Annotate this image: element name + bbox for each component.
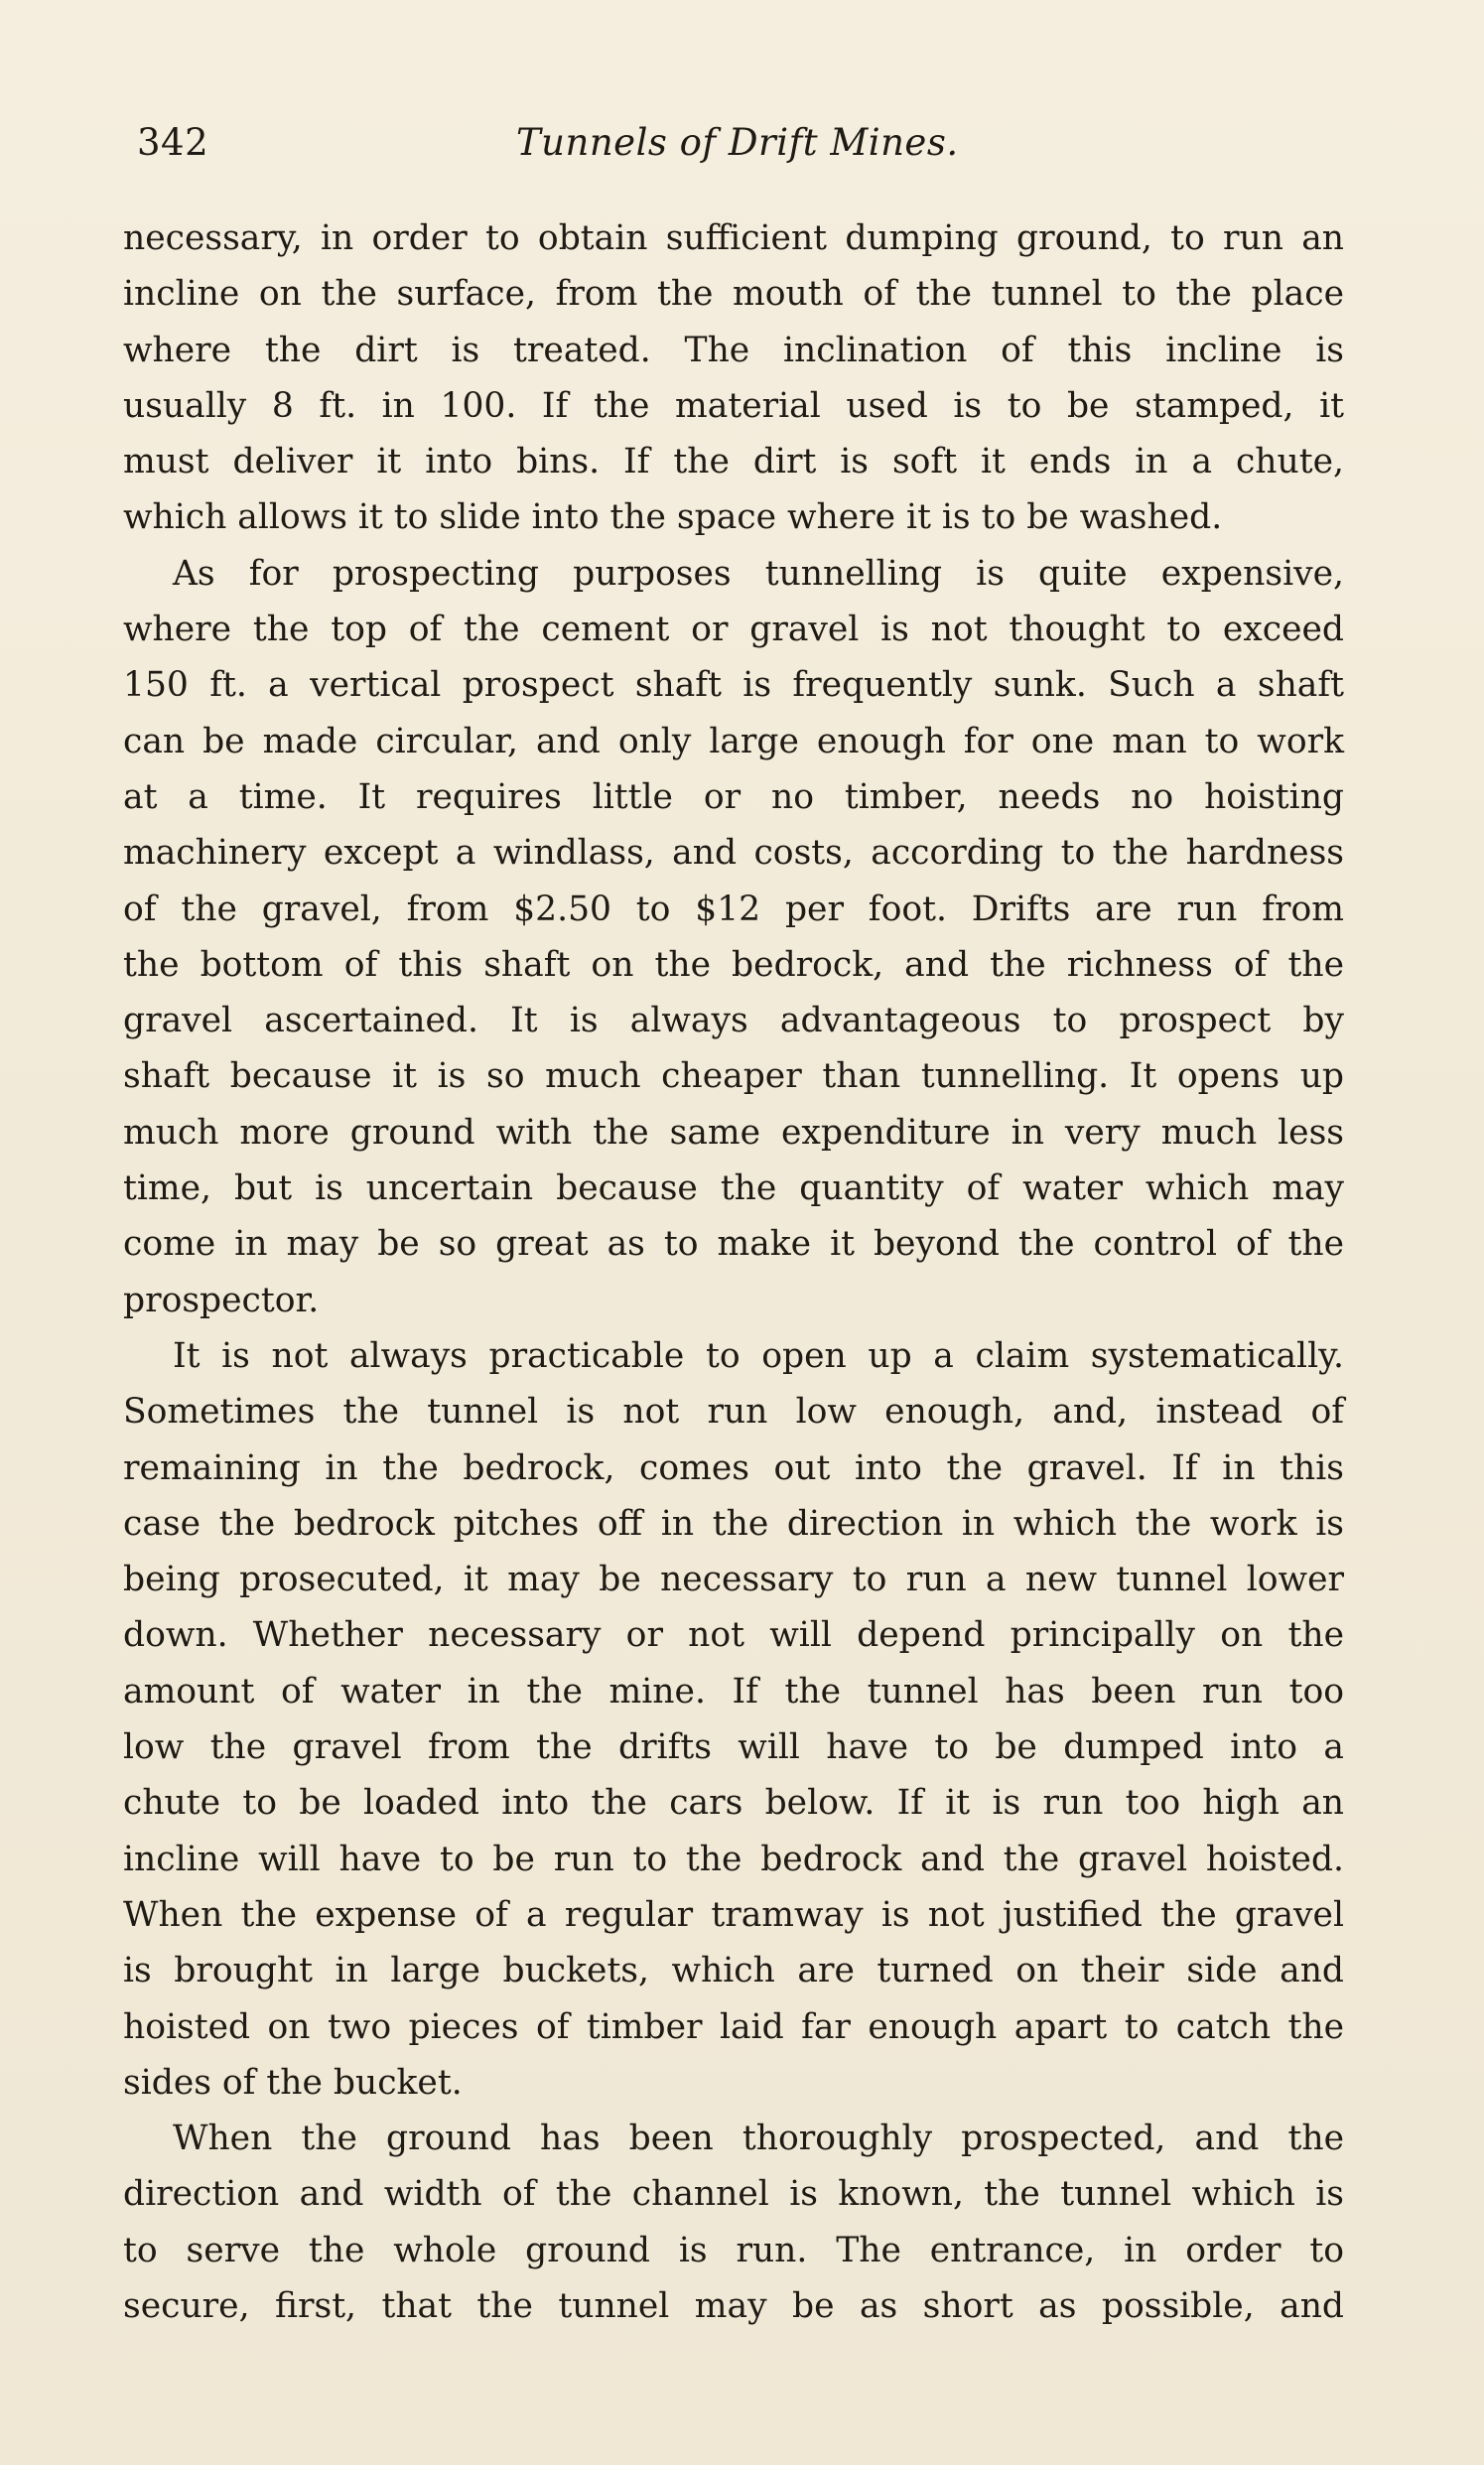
- text-line: gravel ascertained. It is always advantageous to prospect by: [123, 1001, 1344, 1041]
- text-line: Sometimes the tunnel is not run low enough, and, instead of: [123, 1392, 1344, 1433]
- text-line: machinery except a windlass, and costs, according to the hardness: [123, 833, 1344, 874]
- text-line: the bottom of this shaft on the bedrock, and the richness of the: [123, 944, 1344, 985]
- text-line: to serve the whole ground is run. The entrance, in order to: [123, 2230, 1344, 2270]
- text-line: direction and width of the channel is known, the tunnel which is: [123, 2174, 1344, 2215]
- text-line: It is not always practicable to open up a claim systematically.: [173, 1335, 1344, 1376]
- text-line: shaft because it is so much cheaper than tunnelling. It opens up: [123, 1056, 1344, 1097]
- text-line: low the gravel from the drifts will have to be dumped into a: [123, 1727, 1344, 1768]
- paragraph: [123, 210, 1344, 546]
- running-title: Tunnels of Drift Mines.: [516, 121, 959, 164]
- paragraph: [123, 1328, 1344, 2111]
- text-line: is brought in large buckets, which are turned on their side and: [123, 1951, 1344, 1991]
- text-line: being prosecuted, it may be necessary to run a new tunnel lower: [123, 1560, 1344, 1600]
- text-line: where the dirt is treated. The inclination of this incline is: [123, 330, 1344, 370]
- text-line: prospector.: [123, 1280, 320, 1320]
- body-text: [123, 210, 1344, 2334]
- text-line: amount of water in the mine. If the tunnel has been run too: [123, 1671, 1344, 1712]
- paragraph: [123, 2111, 1344, 2334]
- text-line: usually 8 ft. in 100. If the material used is to be stamped, it: [123, 385, 1344, 426]
- text-line: hoisted on two pieces of timber laid far enough apart to catch the: [123, 2006, 1344, 2047]
- text-line: remaining in the bedrock, comes out into the gravel. If in this: [123, 1447, 1344, 1488]
- running-head: [137, 121, 1340, 171]
- text-line: down. Whether necessary or not will depend principally on the: [123, 1615, 1344, 1656]
- text-line: must deliver it into bins. If the dirt is soft it ends in a chute,: [123, 442, 1344, 482]
- text-line: incline will have to be run to the bedrock and the gravel hoisted.: [123, 1839, 1344, 1879]
- text-line: much more ground with the same expenditure in very much less: [123, 1112, 1344, 1153]
- text-line: of the gravel, from $2.50 to $12 per foot. Drifts are run from: [123, 889, 1344, 929]
- text-line: As for prospecting purposes tunnelling is quite expensive,: [173, 553, 1344, 594]
- text-line: come in may be so great as to make it beyond the control of the: [123, 1224, 1344, 1265]
- text-line: secure, first, that the tunnel may be as short as possible, and: [123, 2285, 1344, 2326]
- paragraph: [123, 546, 1344, 1328]
- text-line: incline on the surface, from the mouth of the tunnel to the place: [123, 274, 1344, 315]
- page-number: 342: [137, 121, 209, 164]
- text-line: where the top of the cement or gravel is not thought to exceed: [123, 610, 1344, 650]
- text-line: time, but is uncertain because the quantity of water which may: [123, 1168, 1344, 1209]
- text-line: necessary, in order to obtain sufficient dumping ground, to run an: [123, 218, 1344, 258]
- text-line: 150 ft. a vertical prospect shaft is frequently sunk. Such a shaft: [123, 665, 1344, 706]
- text-line: case the bedrock pitches off in the direction in which the work is: [123, 1503, 1344, 1544]
- text-line: which allows it to slide into the space where it is to be washed.: [123, 497, 1223, 538]
- text-line: at a time. It requires little or no timber, needs no hoisting: [123, 776, 1344, 817]
- text-line: chute to be loaded into the cars below. If it is run too high an: [123, 1783, 1344, 1824]
- text-line: can be made circular, and only large enough for one man to work: [123, 721, 1344, 761]
- text-line: When the expense of a regular tramway is not justified the gravel: [123, 1894, 1344, 1935]
- text-line: When the ground has been thoroughly prospected, and the: [173, 2119, 1344, 2159]
- text-line: sides of the bucket.: [123, 2062, 463, 2103]
